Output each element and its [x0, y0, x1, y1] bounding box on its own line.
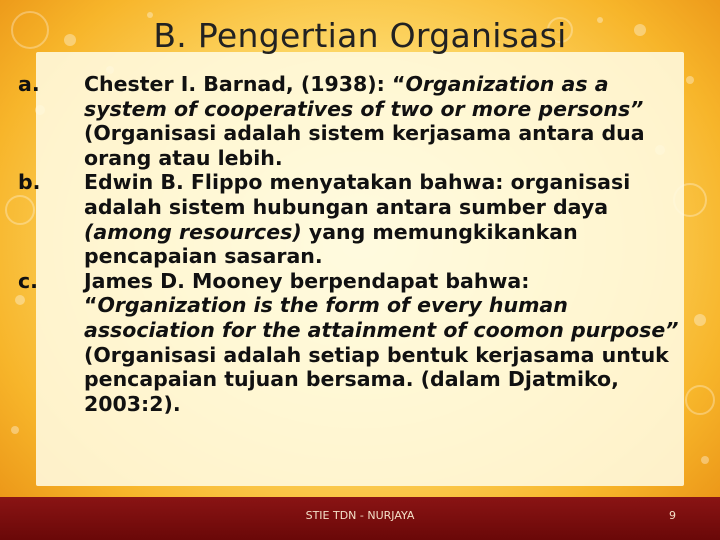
slide-title: B. Pengertian Organisasi: [153, 16, 567, 55]
footer-bar: [0, 497, 720, 540]
item-text-part: James D. Mooney berpendapat bahwa: “: [84, 268, 530, 318]
item-text-part: (Organisasi adalah sistem kerjasama antara dua orang atau lebih.: [84, 121, 645, 170]
list-item: [18, 72, 698, 170]
item-text-italic: (among resources): [84, 219, 302, 244]
item-text-italic: Organization is the form of every human association for the attainment of coomon purpose”: [84, 293, 679, 342]
list-item: [18, 269, 698, 417]
list-marker: a.: [18, 72, 40, 96]
item-text-part: (Organisasi adalah setiap bentuk kerjasama untuk pencapaian tujuan bersama. (dalam Djatmiko, 2003:2).: [84, 342, 669, 416]
item-text-italic: Organization as a system of cooperatives of two or more persons”: [84, 72, 644, 121]
footer-text: STIE TDN - NURJAYA: [305, 509, 415, 522]
page-number: 9: [669, 509, 676, 522]
list-item: [18, 170, 698, 268]
item-text-part: Chester I. Barnad, (1938): “: [84, 72, 406, 96]
list-marker: b.: [18, 170, 41, 195]
list-marker: c.: [18, 268, 38, 293]
item-text-part: yang memungkikankan pencapaian sasaran.: [84, 219, 578, 269]
item-text-part: Edwin B. Flippo menyatakan bahwa: organisasi adalah sistem hubungan antara sumber daya: [84, 170, 631, 219]
definition-list: [18, 72, 698, 416]
